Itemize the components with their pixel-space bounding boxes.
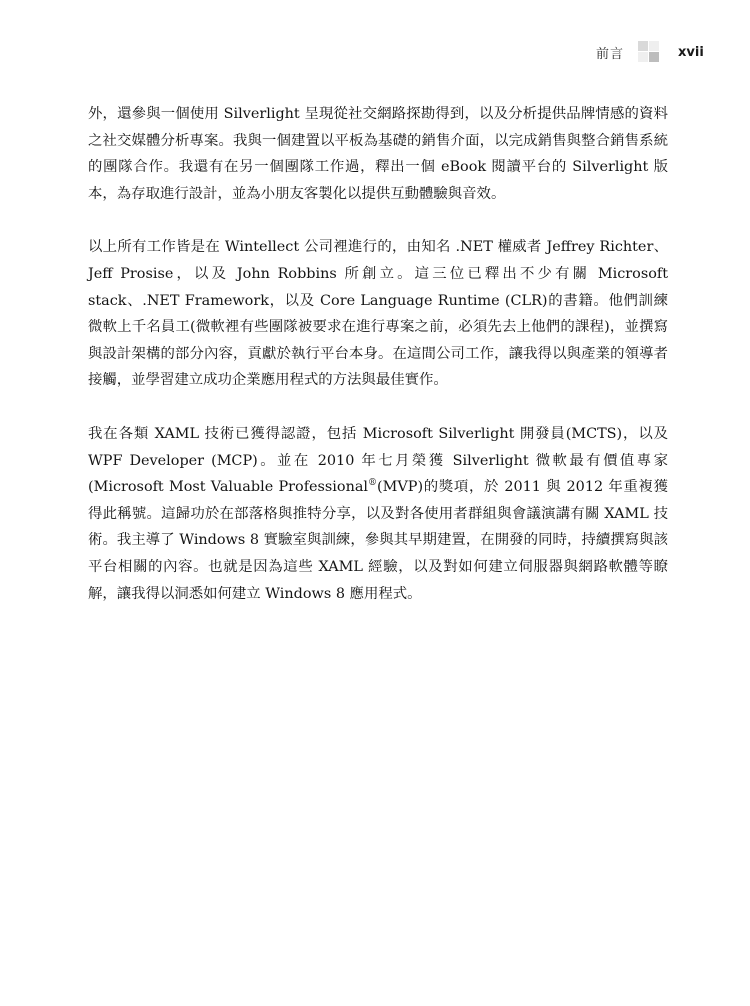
registered-mark: ® bbox=[368, 478, 378, 489]
paragraph: 以上所有工作皆是在 Wintellect 公司裡進行的，由知名 .NET 權威者 Jeffrey Richter、Jeff Prosise，以及 John Robbins 所創立。這三位已釋出不少有關 Microsoft stack、.NET Framework，以及 Core Language Runtime (CLR)的書籍。他們訓練微軟上千名員工(微軟裡有些團隊被要求在進行專案之前，必須先去上他們的課程)，並撰寫與設計架構的部分內容，貢獻於執行平台本身。在這間公司工作，讓我得以與產業的領導者接觸，並學習建立成功企業應用程式的方法與最佳實作。 bbox=[88, 239, 668, 389]
ornament-square bbox=[649, 41, 659, 51]
ornament-square bbox=[649, 52, 659, 62]
page-number: xvii bbox=[678, 44, 704, 60]
section-title: 前言 bbox=[596, 46, 625, 62]
running-header bbox=[596, 40, 704, 64]
paragraph: 外，還參與一個使用 Silverlight 呈現從社交網路探勘得到，以及分析提供品牌情感的資料之社交媒體分析專案。我與一個建置以平板為基礎的銷售介面，以完成銷售與整合銷售系統的團隊合作。我還有在另一個團隊工作過，釋出一個 eBook 閱讀平台的 Silverlight 版本，為存取進行設計，並為小朋友客製化以提供互動體驗與音效。 bbox=[88, 106, 668, 202]
body-text bbox=[88, 101, 668, 634]
paragraph bbox=[88, 421, 668, 607]
paragraph-text: (MVP)的獎項，於 2011 與 2012 年重複獲得此稱號。這歸功於在部落格與推特分享，以及對各使用者群組與會議演講有關 XAML 技術。我主導了 Windows 8 實驗室與訓練，參與其早期建置，在開發的同時，持續撰寫與該平台相關的內容。也就是因為這些 XAML 經驗，以及對如何建立伺服器與網路軟體等瞭解，讓我得以洞悉如何建立 Windows 8 應用程式。 bbox=[88, 479, 668, 602]
header-ornament-icon bbox=[638, 41, 660, 63]
ornament-square bbox=[638, 52, 648, 62]
paragraph-text: 我在各類 XAML 技術已獲得認證，包括 Microsoft Silverlight 開發員(MCTS)，以及 WPF Developer (MCP)。並在 2010 年七月榮獲 Silverlight 微軟最有價值專家(Microsoft Most Valuable Professional bbox=[88, 425, 668, 496]
ornament-square bbox=[638, 41, 648, 51]
